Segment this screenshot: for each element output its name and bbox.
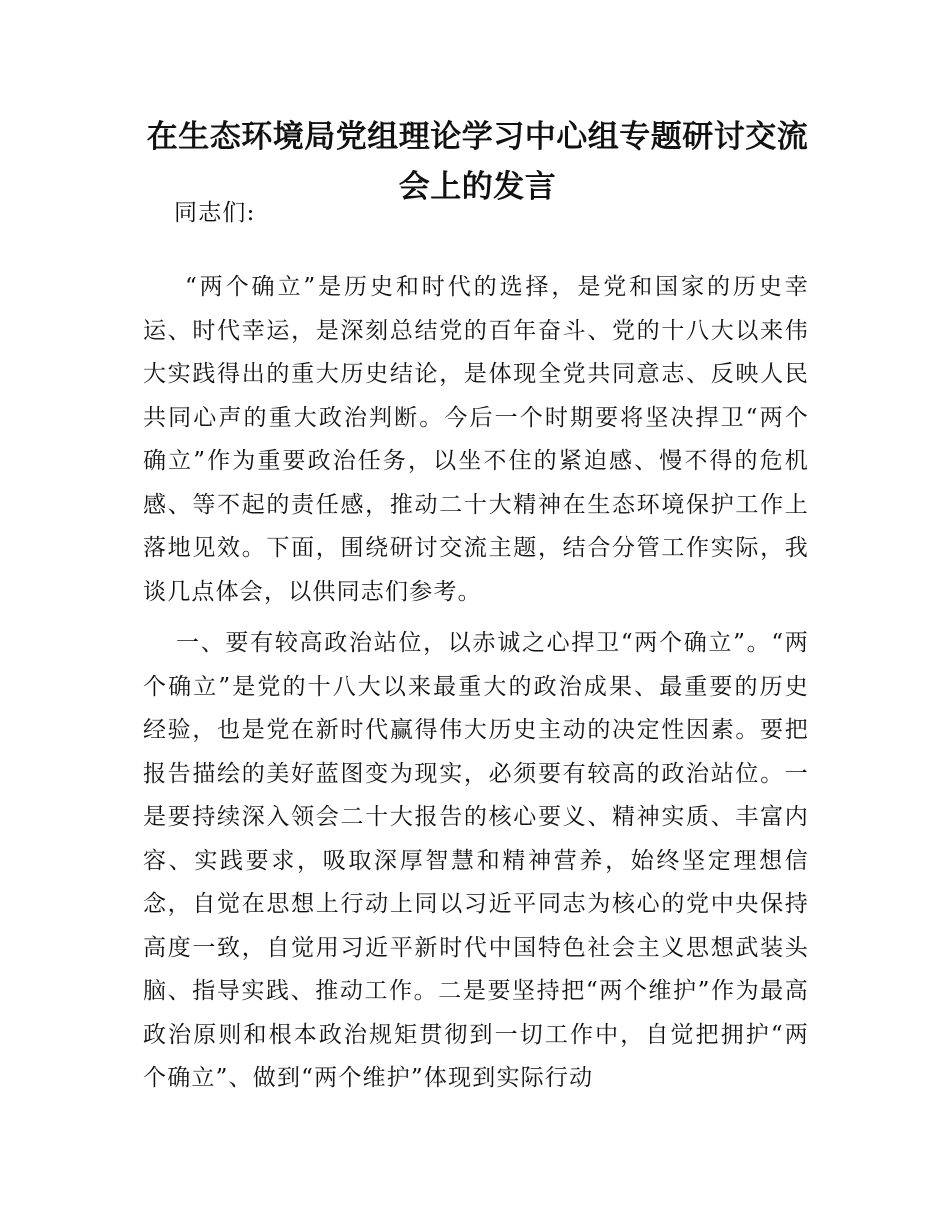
paragraph-intro: “两个确立”是历史和时代的选择，是党和国家的历史幸运、时代幸运，是深刻总结党的百年奋斗、党的十八大以来伟大实践得出的重大历史结论，是体现全党共同意志、反映人民共同心声的重大政治判断。今后一个时期要将坚决捍卫“两个确立”作为重要政治任务，以坐不住的紧迫感、慢不得的危机感、等不起的责任感，推动二十大精神在生态环境保护工作上落地见效。下面，围绕研讨交流主题，结合分管工作实际，我谈几点体会，以供同志们参考。	[143, 274, 809, 605]
paragraph-section-one: 一、要有较高政治站位，以赤诚之心捍卫“两个确立”。“两个确立”是党的十八大以来最重大的政治成果、最重要的历史经验，也是党在新时代赢得伟大历史主动的决定性因素。要把报告描绘的美好蓝图变为现实，必须要有较高的政治站位。一是要持续深入领会二十大报告的核心要义、精神实质、丰富内容、实践要求，吸取深厚智慧和精神营养，始终坚定理想信念，自觉在思想上行动上同以习近平同志为核心的党中央保持高度一致，自觉用习近平新时代中国特色社会主义思想武装头脑、指导实践、推动工作。二是要坚持把“两个维护”作为最高政治原则和根本政治规矩贯彻到一切工作中，自觉把拥护“两个确立”、做到“两个维护”体现到实际行动	[143, 630, 809, 1091]
document-title: 在生态环境局党组理论学习中心组专题研讨交流会上的发言	[146, 119, 809, 205]
salutation: 同志们:	[174, 200, 256, 226]
